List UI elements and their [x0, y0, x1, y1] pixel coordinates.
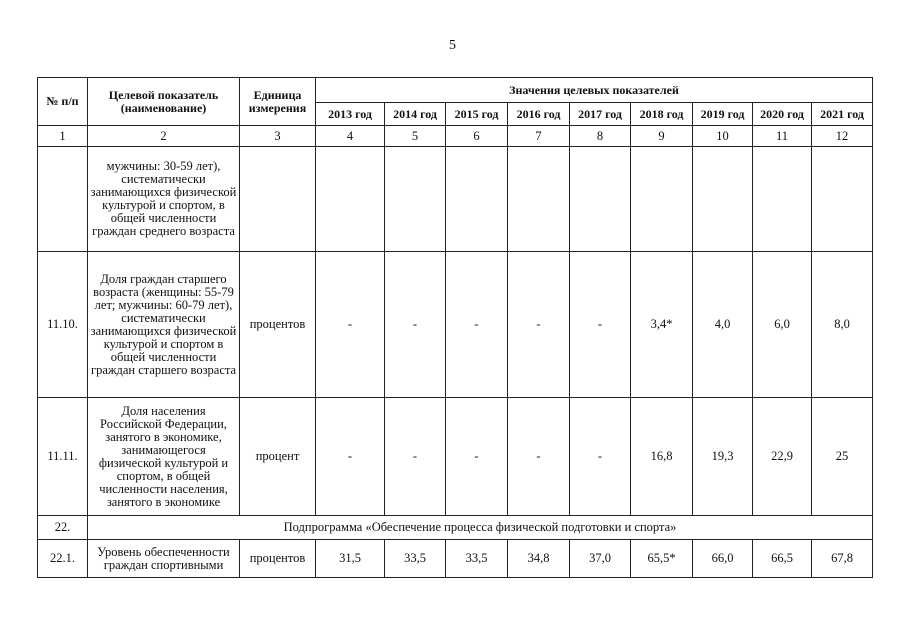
column-number: 5 — [385, 126, 446, 147]
value-cell — [446, 147, 508, 252]
year-header: 2016 год — [508, 103, 570, 126]
value-cell: - — [316, 252, 385, 398]
column-number: 3 — [240, 126, 316, 147]
table-row — [38, 252, 873, 398]
value-cell — [812, 147, 873, 252]
value-cell — [693, 147, 753, 252]
header-values: Значения целевых показателей — [316, 78, 873, 103]
unit-cell: процентов — [240, 540, 316, 578]
value-cell: - — [508, 398, 570, 516]
value-cell — [753, 147, 812, 252]
column-number: 7 — [508, 126, 570, 147]
value-cell — [508, 147, 570, 252]
column-number: 12 — [812, 126, 873, 147]
year-header: 2021 год — [812, 103, 873, 126]
value-cell — [631, 147, 693, 252]
header-unit: Единица измерения — [240, 78, 316, 126]
indicator-name: мужчины: 30-59 лет), систематически занимающихся физической культурой и спортом, в общей численности граждан среднего возраста — [88, 147, 240, 252]
value-cell: 65,5* — [631, 540, 693, 578]
unit-cell: процентов — [240, 252, 316, 398]
subprogram-num: 22. — [38, 516, 88, 540]
value-cell: - — [385, 398, 446, 516]
column-number: 9 — [631, 126, 693, 147]
column-number: 4 — [316, 126, 385, 147]
header-num: № п/п — [38, 78, 88, 126]
header-indicator: Целевой показатель (наименование) — [88, 78, 240, 126]
year-header: 2013 год — [316, 103, 385, 126]
column-number: 1 — [38, 126, 88, 147]
row-num — [38, 147, 88, 252]
value-cell: 37,0 — [570, 540, 631, 578]
year-header: 2017 год — [570, 103, 631, 126]
subprogram-title: Подпрограмма «Обеспечение процесса физической подготовки и спорта» — [88, 516, 873, 540]
table-row — [38, 398, 873, 516]
value-cell — [570, 147, 631, 252]
column-number: 11 — [753, 126, 812, 147]
subprogram-row — [38, 516, 873, 540]
row-num: 22.1. — [38, 540, 88, 578]
value-cell: 34,8 — [508, 540, 570, 578]
value-cell: - — [570, 398, 631, 516]
page-number: 5 — [449, 38, 456, 53]
value-cell: - — [570, 252, 631, 398]
indicator-name: Доля граждан старшего возраста (женщины: 55-79 лет; мужчины: 60-79 лет), систематически занимающихся физической культурой и спортом в общей численности граждан старшего возраста — [88, 252, 240, 398]
value-cell: 33,5 — [385, 540, 446, 578]
value-cell: 33,5 — [446, 540, 508, 578]
year-header: 2014 год — [385, 103, 446, 126]
value-cell: 22,9 — [753, 398, 812, 516]
value-cell: 31,5 — [316, 540, 385, 578]
header-row-1 — [38, 78, 873, 103]
year-header: 2019 год — [693, 103, 753, 126]
value-cell: 4,0 — [693, 252, 753, 398]
value-cell: 67,8 — [812, 540, 873, 578]
value-cell: 16,8 — [631, 398, 693, 516]
value-cell — [385, 147, 446, 252]
value-cell: 66,0 — [693, 540, 753, 578]
indicator-name: Доля населения Российской Федерации, занятого в экономике, занимающегося физической культурой и спортом, в общей численности населения, занятого в экономике — [88, 398, 240, 516]
value-cell: - — [446, 398, 508, 516]
value-cell: 8,0 — [812, 252, 873, 398]
row-num: 11.10. — [38, 252, 88, 398]
table-row — [38, 147, 873, 252]
value-cell: 6,0 — [753, 252, 812, 398]
year-header: 2020 год — [753, 103, 812, 126]
value-cell: - — [316, 398, 385, 516]
table-row — [38, 540, 873, 578]
target-indicators-table — [37, 77, 873, 578]
value-cell: - — [385, 252, 446, 398]
column-number-row — [38, 126, 873, 147]
year-header: 2018 год — [631, 103, 693, 126]
column-number: 6 — [446, 126, 508, 147]
value-cell: 3,4* — [631, 252, 693, 398]
column-number: 10 — [693, 126, 753, 147]
value-cell: - — [508, 252, 570, 398]
value-cell — [316, 147, 385, 252]
unit-cell — [240, 147, 316, 252]
row-num: 11.11. — [38, 398, 88, 516]
indicator-name: Уровень обеспеченности граждан спортивными — [88, 540, 240, 578]
year-header: 2015 год — [446, 103, 508, 126]
value-cell: 25 — [812, 398, 873, 516]
column-number: 2 — [88, 126, 240, 147]
value-cell: 66,5 — [753, 540, 812, 578]
value-cell: 19,3 — [693, 398, 753, 516]
value-cell: - — [446, 252, 508, 398]
column-number: 8 — [570, 126, 631, 147]
unit-cell: процент — [240, 398, 316, 516]
